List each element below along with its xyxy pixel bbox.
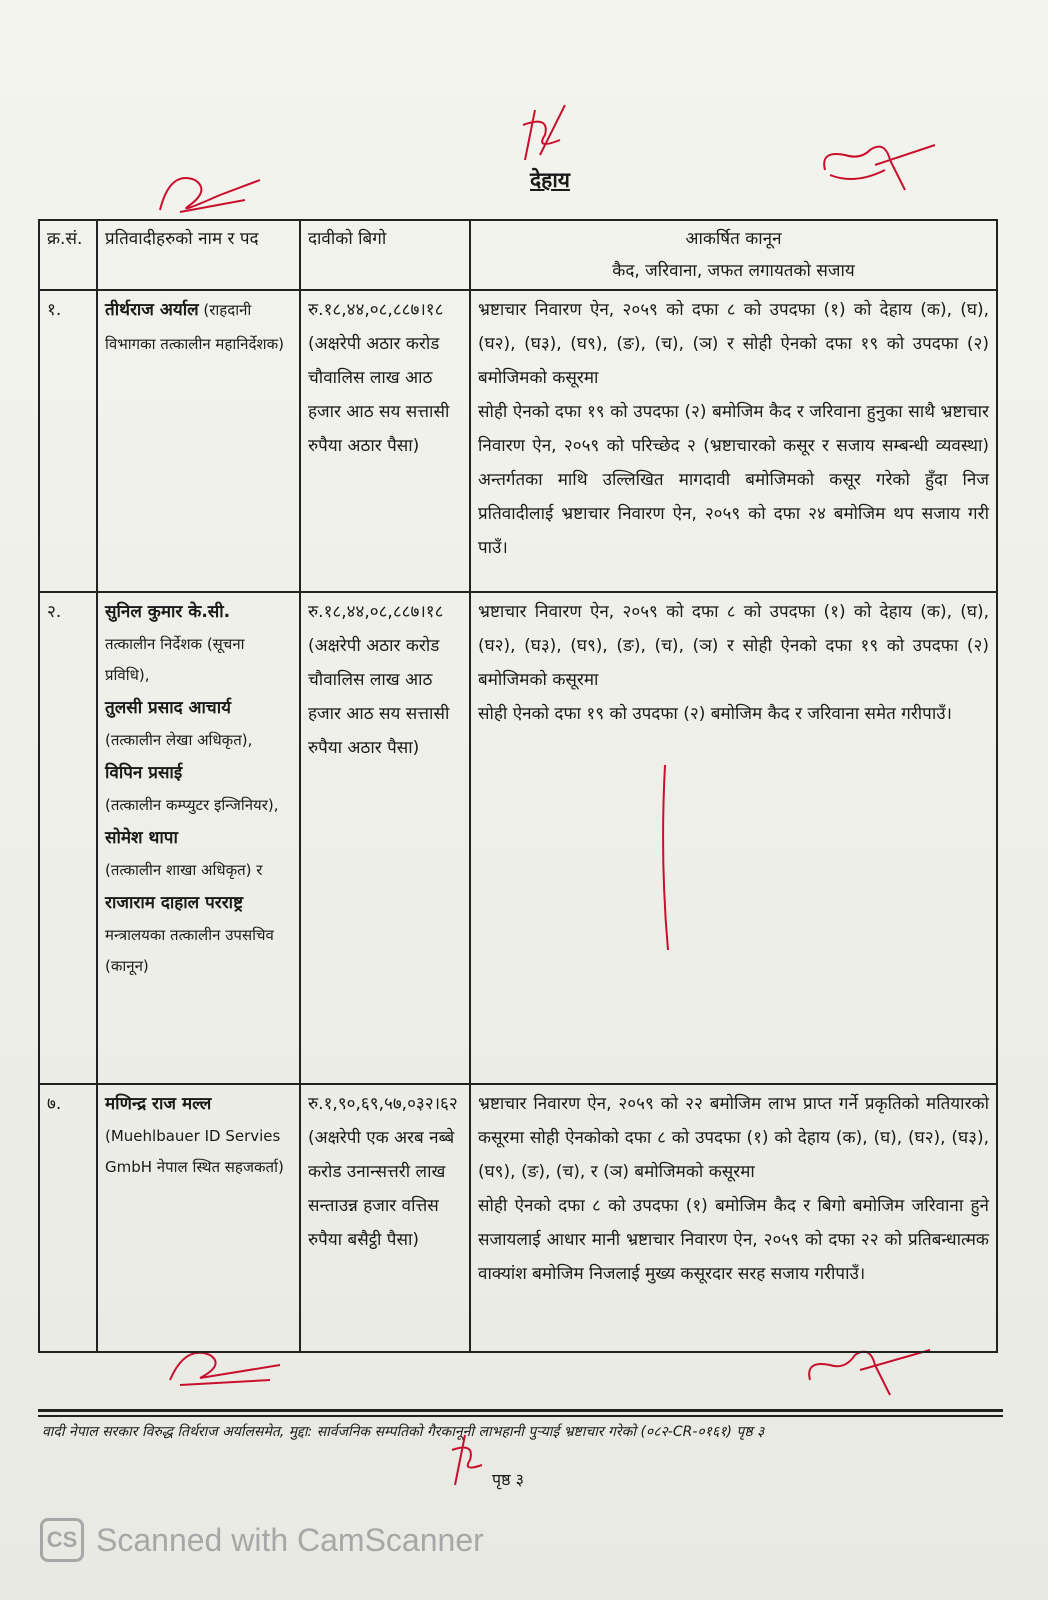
defendant-name: सुनिल कुमार के.सी. bbox=[105, 602, 231, 622]
row-defendants bbox=[97, 1084, 300, 1352]
camscanner-text: Scanned with CamScanner bbox=[96, 1521, 484, 1558]
case-footer: वादी नेपाल सरकार विरुद्ध तिर्थराज अर्यालसमेत, मुद्दा: सार्वजनिक सम्पतिको गैरकानूनी लाभहानी पुऱ्याई भ्रष्टाचार गरेको (०८२-CR-०१६१) पृष्ठ ३ bbox=[42, 1424, 765, 1440]
defendant-name: राजाराम दाहाल परराष्ट्र bbox=[105, 893, 244, 913]
row-law bbox=[470, 592, 997, 1084]
header-claim: दावीको बिगो bbox=[300, 220, 470, 290]
law-paragraph-1: भ्रष्टाचार निवारण ऐन, २०५९ को दफा ८ को उपदफा (१) को देहाय (क), (घ), (घ२), (घ३), (घ९), (ङ), (च), (ञ) र सोही ऐनको दफा १९ को उपदफा (२) बमोजिमको कसूरमा bbox=[478, 602, 989, 690]
law-paragraph-2: सोही ऐनको दफा ८ को उपदफा (१) बमोजिम कैद र बिगो बमोजिम जरिवाना हुने सजायलाई आधार मानी भ्रष्टाचार निवारण ऐन, २०५९ को दफा २२ को प्रतिबन्धात्मक वाक्यांश बमोजिम निजलाई मुख्य कसूरदार सरह सजाय गरीपाउँ। bbox=[478, 1196, 989, 1284]
page-title: देहाय bbox=[530, 168, 570, 192]
law-paragraph-2: सोही ऐनको दफा १९ को उपदफा (२) बमोजिम कैद र जरिवाना हुनुका साथै भ्रष्टाचार निवारण ऐन, २०५९ को परिच्छेद २ (भ्रष्टाचारको कसूर र सजाय सम्बन्धी व्यवस्था) अन्तर्गतका माथि उल्लिखित मागदावी बमोजिमको कसूर गरेको हुँदा निज प्रतिवादीलाई भ्रष्टाचार निवारण ऐन, २०५९ को दफा २४ बमोजिम थप सजाय गरी पाउँ। bbox=[478, 402, 989, 558]
defendant-name: तुलसी प्रसाद आचार्य bbox=[105, 698, 231, 718]
row-sn: २. bbox=[39, 592, 97, 1084]
row-law bbox=[470, 1084, 997, 1352]
signature-top-center bbox=[505, 100, 575, 170]
row-claim: रु.१८,४४,०८,८८७।१८ (अक्षरेपी अठार करोड चौवालिस लाख आठ हजार आठ सय सत्तासी रुपैया अठार पैसा) bbox=[300, 290, 470, 592]
footer-divider bbox=[38, 1409, 1003, 1412]
row-defendants bbox=[97, 592, 300, 1084]
camscanner-watermark bbox=[40, 1518, 484, 1562]
camscanner-logo-icon: CS bbox=[40, 1518, 84, 1562]
header-name: प्रतिवादीहरुको नाम र पद bbox=[97, 220, 300, 290]
row-law bbox=[470, 290, 997, 592]
defendant-name: विपिन प्रसाई bbox=[105, 763, 183, 783]
defendant-role: मन्त्रालयका तत्कालीन उपसचिव (कानून) bbox=[105, 926, 274, 975]
signature-top-left bbox=[150, 160, 270, 220]
header-law-line1: आकर्षित कानून bbox=[685, 229, 782, 249]
footer-divider bbox=[38, 1415, 1003, 1417]
table-row bbox=[39, 592, 997, 1084]
law-paragraph-1: भ्रष्टाचार निवारण ऐन, २०५९ को दफा ८ को उपदफा (१) को देहाय (क), (घ), (घ२), (घ३), (घ९), (ङ), (च), (ञ) र सोही ऐनको दफा १९ को उपदफा (२) बमोजिमको कसूरमा bbox=[478, 300, 989, 388]
defendants-table bbox=[38, 219, 998, 1353]
law-paragraph-1: भ्रष्टाचार निवारण ऐन, २०५९ को २२ बमोजिम लाभ प्राप्त गर्ने प्रकृतिको मतियारको कसूरमा सोही ऐनकोको दफा ८ को उपदफा (१) को देहाय (क), (घ), (घ२), (घ३), (घ९), (ङ), (च), र (ञ) बमोजिमको कसूरमा bbox=[478, 1094, 989, 1182]
row-claim: रु.१८,४४,०८,८८७।१८ (अक्षरेपी अठार करोड चौवालिस लाख आठ हजार आठ सय सत्तासी रुपैया अठार पैसा) bbox=[300, 592, 470, 1084]
header-law-line2: कैद, जरिवाना, जफत लगायतको सजाय bbox=[612, 261, 855, 281]
row-sn: ७. bbox=[39, 1084, 97, 1352]
table-header-row bbox=[39, 220, 997, 290]
defendant-role: (तत्कालीन लेखा अधिकृत), bbox=[105, 731, 253, 749]
defendant-role: तत्कालीन निर्देशक (सूचना प्रविधि), bbox=[105, 635, 245, 684]
defendant-role: (Muehlbauer ID Servies GmbH नेपाल स्थित सहजकर्ता) bbox=[105, 1127, 284, 1176]
header-law bbox=[470, 220, 997, 290]
defendant-role: (तत्कालीन कम्प्युटर इन्जिनियर), bbox=[105, 796, 279, 814]
row-sn: १. bbox=[39, 290, 97, 592]
defendant-role: (तत्कालीन शाखा अधिकृत) र bbox=[105, 861, 263, 879]
header-sn: क्र.सं. bbox=[39, 220, 97, 290]
defendant-name: तीर्थराज अर्याल bbox=[105, 300, 199, 320]
defendant-name: मणिन्द्र राज मल्ल bbox=[105, 1094, 212, 1114]
defendant-role: (राहदानी विभागका तत्कालीन महानिर्देशक) bbox=[105, 301, 284, 353]
page-number: पृष्ठ ३ bbox=[492, 1470, 524, 1489]
table-row bbox=[39, 1084, 997, 1352]
defendant-name: सोमेश थापा bbox=[105, 828, 178, 848]
row-claim: रु.१,९०,६९,५७,०३२।६२ (अक्षरेपी एक अरब नब्बे करोड उनान्सत्तरी लाख सन्ताउन्न हजार वत्तिस रुपैया बसैट्ठी पैसा) bbox=[300, 1084, 470, 1352]
signature-top-right bbox=[815, 130, 945, 210]
law-paragraph-2: सोही ऐनको दफा १९ को उपदफा (२) बमोजिम कैद र जरिवाना समेत गरीपाउँ। bbox=[478, 704, 953, 724]
row-defendants bbox=[97, 290, 300, 592]
table-row bbox=[39, 290, 997, 592]
